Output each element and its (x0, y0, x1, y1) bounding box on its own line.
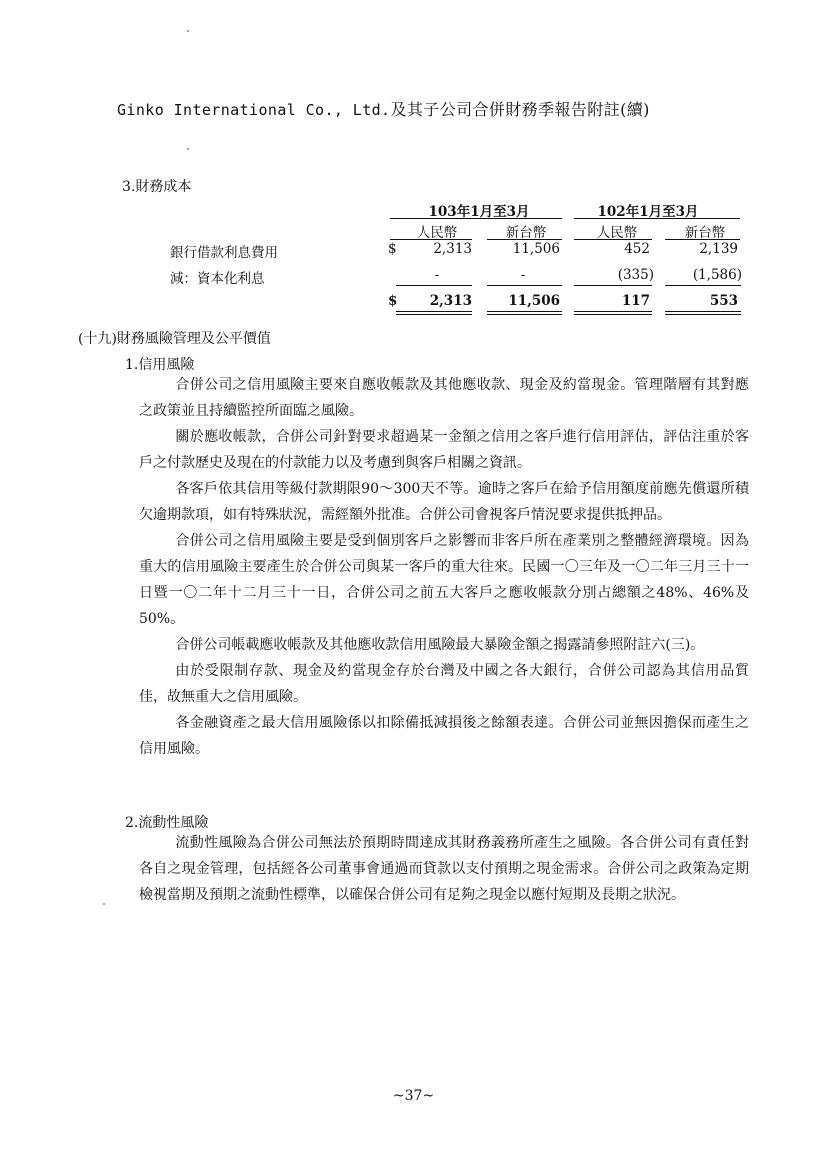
cell-ntd-102: (1,586) (692, 267, 742, 283)
paragraph: 各金融資產之最大信用風險係以扣除備抵減損後之餘額表達。合併公司並無因擔保而產生之信用風險。 (139, 715, 749, 757)
cell-rmb-102: 452 (624, 241, 650, 257)
section-title-risk-management: (十九)財務風險管理及公平價值 (78, 331, 271, 347)
period-rule-102 (574, 218, 740, 219)
subtotal-rule (574, 285, 652, 286)
liquidity-risk-body (139, 830, 749, 908)
company-name: Ginko International Co., Ltd. (117, 101, 391, 119)
total-rmb-103: 2,313 (429, 293, 472, 309)
total-double-rule (396, 311, 472, 312)
credit-risk-body (139, 372, 749, 762)
page-number: ~37~ (392, 1088, 435, 1104)
cell-rmb-102: (335) (617, 267, 654, 283)
col-header-ntd-103: 新台幣 (505, 225, 547, 241)
total-double-rule (665, 311, 741, 312)
finance-cost-table (0, 0, 827, 320)
total-double-rule (665, 314, 741, 315)
total-ntd-103: 11,506 (508, 293, 560, 309)
col-rule (487, 239, 562, 240)
subsection-title-credit-risk: 1.信用風險 (125, 357, 195, 373)
header-title: 及其子公司合併財務季報告附註(續) (390, 100, 650, 119)
paragraph: 由於受限制存款、現金及約當現金存於台灣及中國之各大銀行，合併公司認為其信用品質佳，故無重大之信用風險。 (139, 663, 749, 705)
col-header-ntd-102: 新台幣 (684, 225, 726, 241)
currency-symbol: $ (388, 241, 397, 257)
total-double-rule (574, 314, 652, 315)
subtotal-rule (396, 285, 472, 286)
col-header-rmb-103: 人民幣 (416, 225, 458, 241)
col-header-rmb-102: 人民幣 (596, 225, 638, 241)
cell-ntd-103: - (520, 267, 526, 283)
paragraph: 合併公司之信用風險主要是受到個別客戶之影響而非客戶所在產業別之整體經濟環境。因為重大的信用風險主要產生於合併公司與某一客戶的重大往來。民國一〇三年及一〇二年三月三十一日暨一〇二年十二月三十一日，合併公司之前五大客戶之應收帳款分別占總額之48%、46%及50%。 (139, 533, 749, 627)
total-double-rule (487, 314, 562, 315)
total-double-rule (574, 311, 652, 312)
cell-ntd-102: 2,139 (699, 241, 738, 257)
cell-ntd-103: 11,506 (512, 241, 560, 257)
period-header-102: 102年1月至3月 (597, 204, 699, 220)
subtotal-rule (665, 285, 741, 286)
col-rule (390, 239, 472, 240)
total-ntd-102: 553 (709, 293, 738, 309)
currency-symbol: $ (388, 293, 398, 309)
paragraph: 關於應收帳款，合併公司針對要求超過某一金額之信用之客戶進行信用評估，評估注重於客戶之付款歷史及現在的付款能力以及考慮到與客戶相關之資訊。 (139, 429, 749, 471)
total-double-rule (487, 311, 562, 312)
paragraph: 流動性風險為合併公司無法於預期時間達成其財務義務所產生之風險。各合併公司有責任對各自之現金管理，包括經各公司董事會通過而貸款以支付預期之現金需求。合併公司之政策為定期檢視當期及預期之流動性標準，以確保合併公司有足夠之現金以應付短期及長期之狀況。 (139, 835, 749, 903)
total-rmb-102: 117 (621, 293, 650, 309)
paragraph: 合併公司之信用風險主要來自應收帳款及其他應收款、現金及約當現金。管理階層有其對應之政策並且持續監控所面臨之風險。 (139, 377, 749, 419)
col-rule (665, 239, 740, 240)
paragraph: 合併公司帳載應收帳款及其他應收款信用風險最大暴險金額之揭露請參照附註六(三)。 (175, 637, 705, 653)
section-title-finance-cost: 3.財務成本 (122, 179, 192, 195)
total-double-rule (396, 314, 472, 315)
cell-rmb-103: - (434, 267, 440, 283)
paragraph: 各客戶依其信用等級付款期限90～300天不等。逾時之客戶在給予信用額度前應先償還所積欠逾期款項，如有特殊狀況，需經額外批准。合併公司會視客戶情況要求提供抵押品。 (139, 481, 749, 523)
cell-rmb-103: 2,313 (433, 241, 472, 257)
col-rule (574, 239, 652, 240)
period-rule-103 (390, 218, 562, 219)
row-label: 減：資本化利息 (170, 271, 265, 287)
period-header-103: 103年1月至3月 (428, 204, 530, 220)
subtotal-rule (487, 285, 562, 286)
row-label: 銀行借款利息費用 (170, 245, 278, 261)
subsection-title-liquidity-risk: 2.流動性風險 (125, 815, 209, 831)
scan-speck (103, 903, 105, 905)
